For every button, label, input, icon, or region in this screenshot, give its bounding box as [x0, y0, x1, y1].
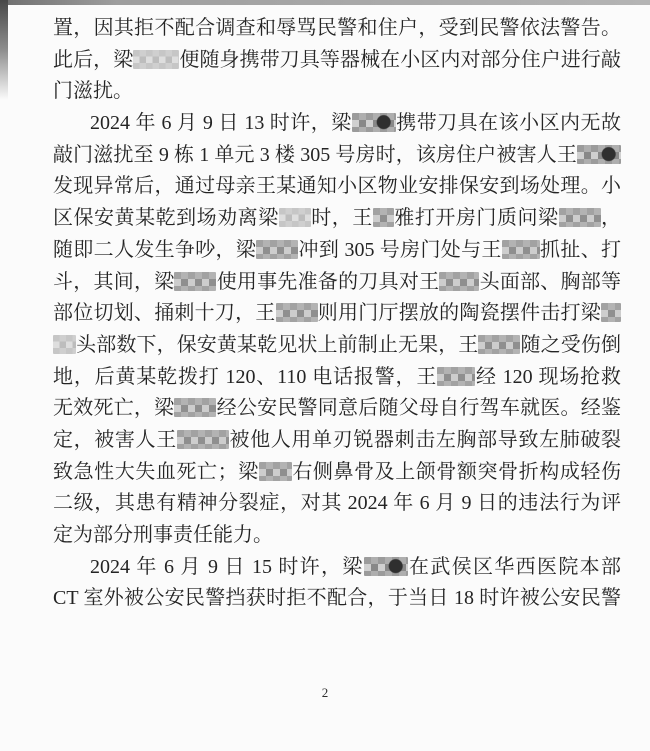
document-line	[53, 583, 621, 615]
text-run: 定，被害人王	[53, 428, 177, 451]
document-line	[53, 520, 621, 552]
text-run: 无效死亡，梁	[53, 397, 175, 420]
document-line	[53, 362, 621, 394]
scan-edge-top	[0, 0, 650, 5]
text-run: 在武侯区华西医院本部	[407, 555, 621, 578]
text-run: CT 室外被公安民警挡获时拒不配合，于当日 18 时许被公安民警	[53, 587, 621, 610]
redaction-block	[259, 462, 292, 481]
text-run: 敲门滋扰至 9 栋 1 单元 3 楼 305 号房时，该房住户被害人王	[53, 143, 577, 166]
document-line	[53, 425, 621, 457]
document-line	[53, 45, 621, 77]
document-line	[53, 298, 621, 330]
redaction-block	[364, 557, 408, 576]
text-run: 则用门厅摆放的陶瓷摆件击打梁	[317, 302, 602, 325]
document-line	[53, 235, 621, 267]
text-run: 斗，其间，梁	[53, 270, 175, 293]
text-run: 头部数下，保安黄某乾见状上前制止无果，王	[76, 333, 479, 356]
redaction-block	[601, 303, 621, 322]
redaction-block	[352, 113, 396, 132]
document-line	[53, 488, 621, 520]
text-run: 地，后黄某乾拨打 120、110 电话报警，王	[53, 365, 438, 388]
redaction-block	[437, 367, 475, 386]
text-run: 冲到 305 号房门处与王	[298, 238, 502, 261]
document-line	[53, 203, 621, 235]
redaction-block	[174, 398, 216, 417]
page-number: 2	[321, 685, 329, 700]
document-line	[53, 267, 621, 299]
text-run: 定为部分刑事责任能力。	[53, 524, 273, 546]
text-run: 区保安黄某乾到场劝离梁	[53, 207, 279, 230]
text-run: 此后，梁	[53, 48, 134, 71]
redaction-block	[559, 208, 601, 227]
text-run: 随之受伤倒	[520, 333, 621, 356]
scan-shadow-left	[0, 0, 8, 100]
text-run: 2024 年 6 月 9 日 13 时许，梁	[90, 112, 352, 135]
text-run: 经公安民警同意后随父母自行驾车就医。经鉴	[216, 397, 621, 420]
text-run: 抓扯、打	[539, 238, 621, 261]
text-run: 被他人用单刃锐器刺击左胸部导致左肺破裂	[228, 428, 621, 451]
text-run: 发现异常后，通过母亲王某通知小区物业安排保安到场处理。小	[53, 175, 621, 198]
redaction-block	[177, 430, 229, 449]
document-line	[53, 108, 621, 140]
redaction-block	[133, 50, 179, 69]
document-line	[53, 140, 621, 172]
redaction-block	[502, 240, 540, 259]
text-run: 置，因其拒不配合调查和辱骂民警和住户，受到民警依法警告。	[53, 17, 621, 39]
document-line	[53, 457, 621, 489]
redaction-block	[174, 272, 216, 291]
redaction-block	[373, 208, 394, 227]
redaction-block	[577, 145, 621, 164]
text-run: 右侧鼻骨及上颌骨额突骨折构成轻伤	[291, 460, 621, 483]
text-run: 头面部、胸部等	[479, 270, 621, 293]
text-run: 2024 年 6 月 9 日 15 时许，梁	[90, 555, 364, 578]
text-run: 携带刀具在该小区内无故	[395, 112, 621, 135]
redaction-block	[53, 335, 76, 354]
document-line	[53, 330, 621, 362]
text-run: 便随身携带刀具等器械在小区内对部分住户进行敲	[179, 48, 621, 71]
document-line	[53, 171, 621, 203]
text-run: 致急性大失血死亡；梁	[53, 460, 259, 483]
text-run: 随即二人发生争吵，梁	[53, 238, 257, 261]
document-line	[53, 552, 621, 584]
redaction-block	[478, 335, 520, 354]
text-run: 部位切划、捅刺十刀，王	[53, 302, 276, 325]
text-run: 雅打开房门质问梁	[393, 207, 559, 230]
redaction-block	[279, 208, 311, 227]
text-run: 使用事先准备的刀具对王	[216, 270, 440, 293]
text-run: 门滋扰。	[53, 80, 133, 103]
redaction-block	[276, 303, 318, 322]
text-run: 二级，其患有精神分裂症，对其 2024 年 6 月 9 日的违法行为评	[53, 492, 621, 515]
text-run: 时，王	[310, 207, 373, 230]
document-content	[53, 13, 621, 615]
document-line	[53, 76, 621, 108]
redaction-block	[439, 272, 479, 291]
document-line	[53, 13, 621, 45]
text-run: ，	[600, 207, 621, 230]
document-line	[53, 393, 621, 425]
text-run: 经 120 现场抢救	[475, 365, 621, 388]
redaction-block	[256, 240, 298, 259]
